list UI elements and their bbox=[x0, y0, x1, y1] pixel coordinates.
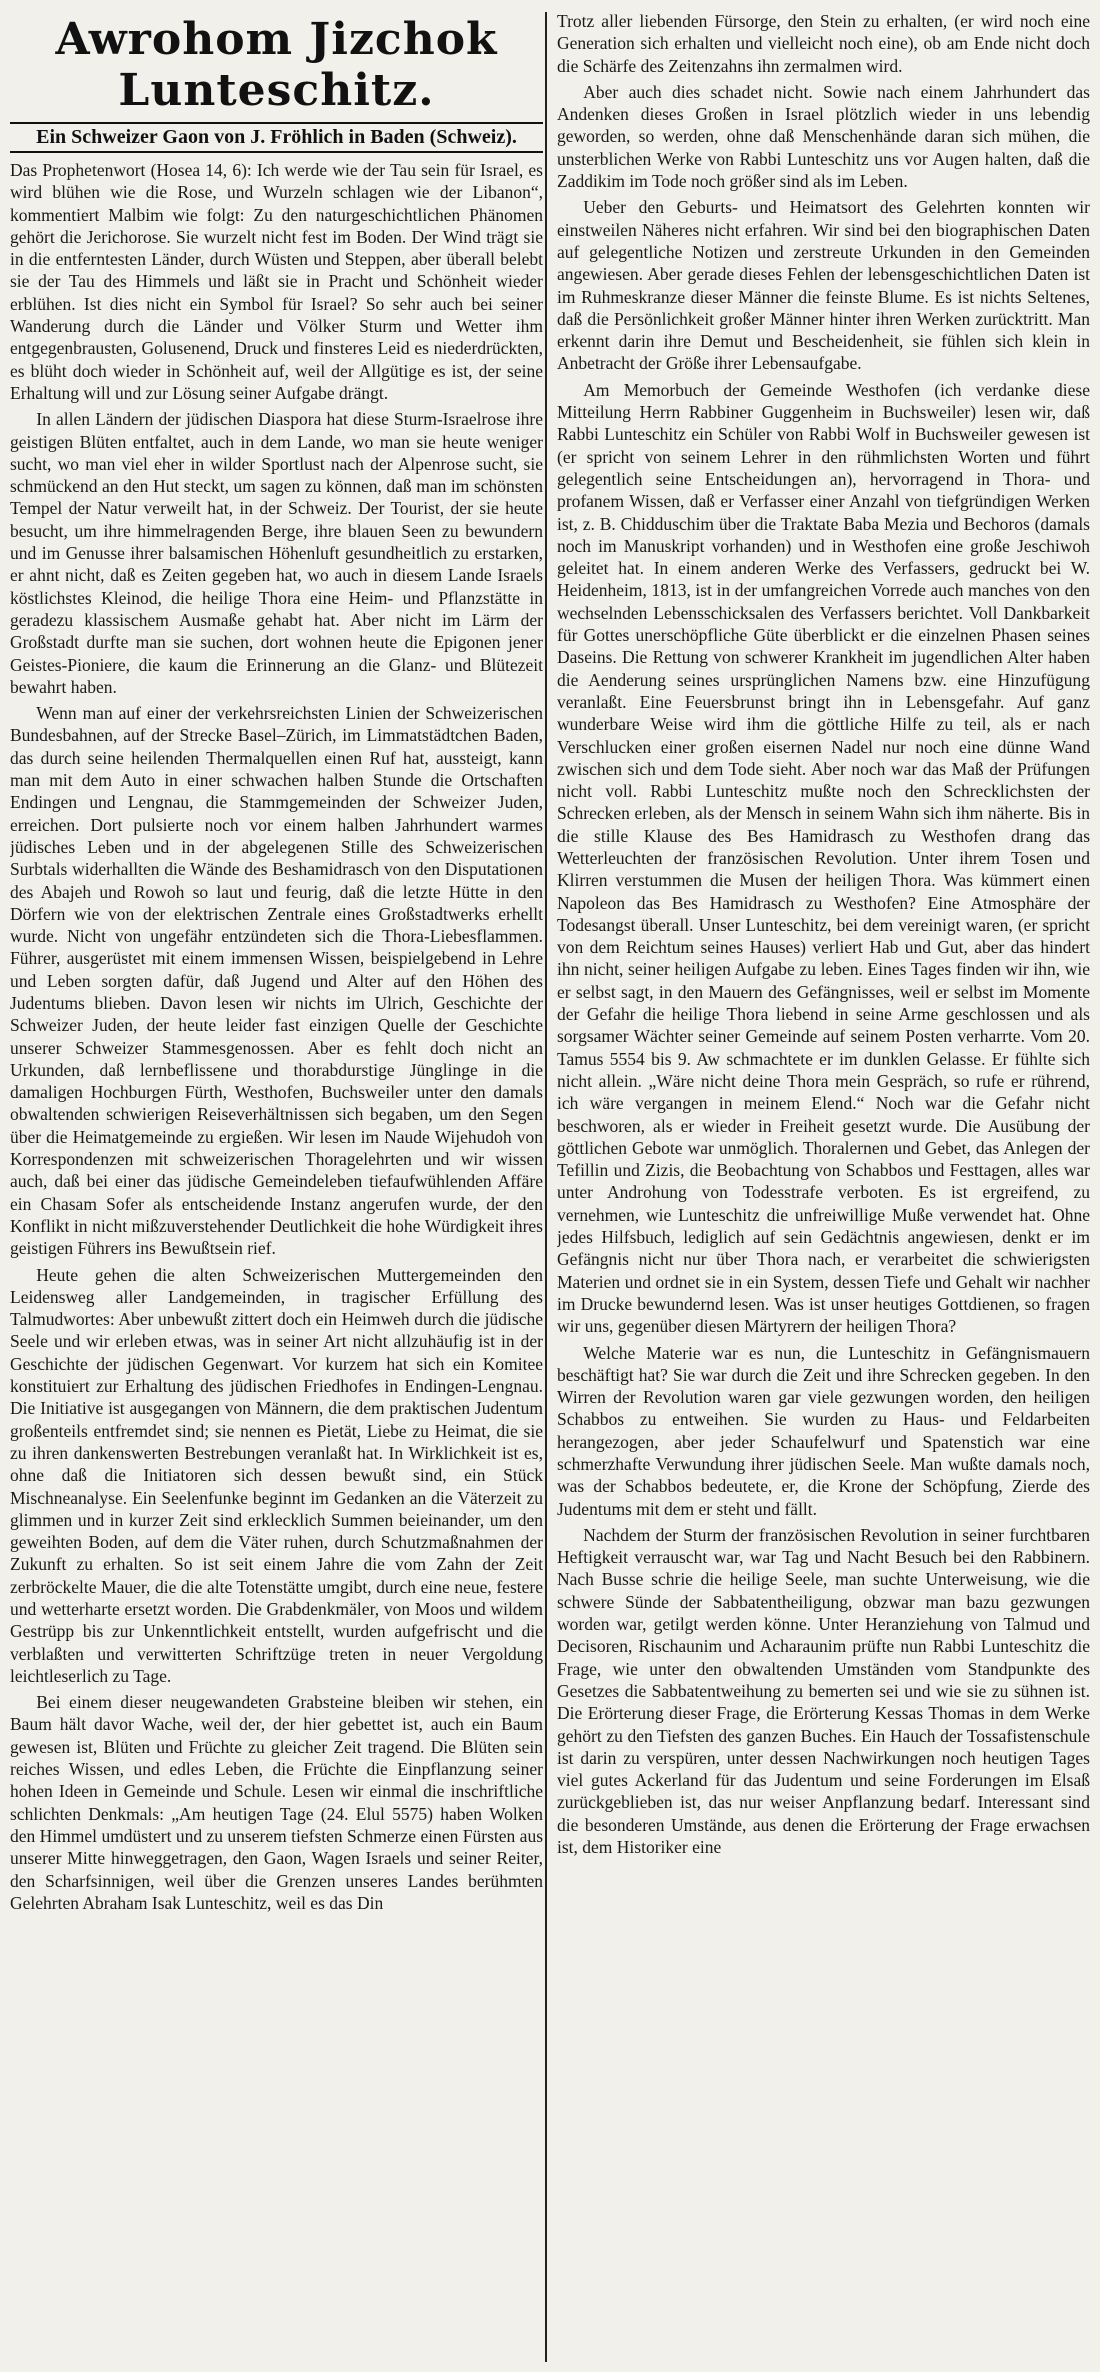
right-paragraph: Aber auch dies schadet nicht. Sowie nach einem Jahrhundert das Andenken dieses Großen in Israel plötzlich wieder in uns lebendig geworden, so werden, ohne daß Menschenhände daran sich mühen, die unsterblichen Werke von Rabbi Lunteschitz uns vor Augen halten, daß die Zaddikim im Tode noch größer sind als im Leben. bbox=[557, 81, 1090, 192]
column-divider bbox=[545, 12, 547, 2362]
left-paragraph: In allen Ländern der jüdischen Diaspora hat diese Sturm-Israelrose ihre geistigen Blüten entfaltet, auch in dem Lande, wo man sie heute weniger sucht, wo man viel eher in wilder Sportlust nach der Alpenrose sucht, sie schmückend an den Hut steckt, um sagen zu können, daß man im schönsten Tempel der Natur verweilt hat, in der Schweiz. Der Tourist, der sie heute besucht, um ihre himmelragenden Berge, ihre blauen Seen zu bewundern und im Genusse ihrer balsamischen Höhenluft gesundheitlich zu erstarken, er ahnt nicht, daß es Zeiten gegeben hat, wo auch in diesem Lande Israels köstlichstes Kleinod, die heilige Thora eine Heim- und Pflanzstätte in geradezu klassischem Ausmaße gehabt hat. Aber nicht im Lärm der Großstadt durfte man sie suchen, dort wohnen heute die Epigonen jener Geistes-Pioniere, die kaum die Erinnerung an die Glanz- und Blütezeit bewahrt haben. bbox=[10, 409, 543, 697]
left-paragraph: Wenn man auf einer der verkehrsreichsten Linien der Schweizerischen Bundesbahnen, auf der Strecke Basel–Zürich, im Limmatstädtchen Baden, das durch seine heilenden Thermalquellen einen Ruf hat, aussteigt, kann man mit dem Auto in einer schwachen halben Stunde die Ortschaften Endingen und Lengnau, die Stammgemeinden der Schweizer Juden, erreichen. Dort pulsierte noch vor einem halben Jahrhundert warmes jüdisches Leben und in der abgelegenen Stille des Schweizerischen Surbtals widerhallten die Wände des Beshamidrasch von den Disputationen des Abajeh und Rowoh so laut und feurig, daß die letzte Hütte in den Dörfern wie von der elektrischen Zentrale eines Großstadtwerks erhellt wurde. Nicht von ungefähr entzündeten sich die Thora-Liebesflammen. Führer, ausgerüstet mit einem immensen Wissen, beispielgebend in Lehre und Leben sorgten dafür, daß Jugend und Alter auf den Höhen des Judentums blieben. Davon lesen wir nichts im Ulrich, Geschichte der Schweizer Juden, der heute leider fast einzigen Quelle der Geschichte unserer Schweizer Stammesgenossen. Aber es fehlt doch nicht an Urkunden, daß lernbeflissene und thorabdurstige Jünglinge in die damaligen Hochburgen Fürth, Westhofen, Buchsweiler unter den damals obwaltenden schwierigen Reiseverhältnissen sich begaben, um den Segen über die Heimatgemeinde zu ergießen. Wir lesen im Naude Wijehudoh von Korrespondenzen mit schweizerischen Thoragelehrten und wir wissen auch, daß bei einer das jüdische Gemeindeleben tiefaufwühlenden Affäre ein Chasam Sofer als entscheidende Instanz angerufen wurde, der den Konflikt in nicht mißzuverstehender Deutlichkeit die hohe Würdigkeit ihres geistigen Führers ins Bewußtsein rief. bbox=[10, 703, 543, 1259]
right-paragraph: Ueber den Geburts- und Heimatsort des Gelehrten konnten wir einstweilen Näheres nicht erfahren. Wir sind bei den biographischen Daten auf gelegentliche Notizen und zerstreute Urkunden in den Gemeinden angewiesen. Aber gerade dieses Fehlen der lebensgeschichtlichen Daten ist im Ruhmeskranze dieser Männer die feinste Blume. Es ist nichts Seltenes, daß die Persönlichkeit großer Männer hinter ihren Werken zurücktritt. Man erkennt darin ihre Demut und Bescheidenheit, sie fühlen sich klein in Anbetracht der Größe ihrer Lebensaufgabe. bbox=[557, 197, 1090, 374]
article-subtitle: Ein Schweizer Gaon von J. Fröhlich in Baden (Schweiz). bbox=[10, 122, 543, 153]
right-paragraph: Welche Materie war es nun, die Lunteschitz in Gefängnismauern beschäftigt hat? Sie war durch die Zeit und ihre Schrecken gegeben. In den Wirren der Revolution waren gar viele gezwungen worden, den heiligen Schabbos zu entweihen. Sie wurden zu Haus- und Feldarbeiten herangezogen, aber jeder Schaufelwurf und Spatenstich war eine schmerzhafte Verwundung ihrer jüdischen Seele. Man wußte damals noch, was der Schabbos bedeutete, er, die Krone der Schöpfung, Zierde des Judentums mit dem er steht und fällt. bbox=[557, 1342, 1090, 1519]
left-column bbox=[10, 10, 543, 2364]
article-title: Awrohom Jizchok Lunteschitz. bbox=[55, 14, 498, 116]
right-paragraph: Am Memorbuch der Gemeinde Westhofen (ich verdanke diese Mitteilung Herrn Rabbiner Guggenheim in Buchsweiler) lesen wir, daß Rabbi Lunteschitz ein Schüler von Rabbi Wolf in Buchsweiler gewesen ist (er spricht von seinem Lehrer in den rühmlichsten Worten und führt gelegentlich seine Entscheidungen an), hervorragend in Thora- und profanem Wissen, daß er Verfasser einer Anzahl von tiefgründigen Werken ist, z. B. Chidduschim über die Traktate Baba Mezia und Bechoros (damals noch im Manuskript vorhanden) und in Westhofen eine große Jeschiwoh geleitet hat. In einem anderen Werke des Verfassers, gedruckt bei W. Heidenheim, 1813, ist in der umfangreichen Vorrede auch manches von den wechselnden Lebensschicksalen des Verfassers berichtet. Voll Dankbarkeit für Gottes unerschöpfliche Güte überblickt er die einzelnen Phasen seines Daseins. Die Rettung von schwerer Krankheit im jugendlichen Alter haben die Aenderung seines ursprünglichen Namens bzw. eine Hinzufügung veranlaßt. Eine Feuersbrunst bringt ihn in Lebensgefahr. Auf ganz wunderbare Weise wird ihm die göttliche Hilfe zu teil, als er nach Verschlucken einer großen eisernen Nadel nur noch eine dünne Wand zwischen sich und dem Tode sieht. Aber noch war das Maß der Prüfungen nicht voll. Rabbi Lunteschitz mußte noch den Schrecklichsten der Schrecken erleben, als der Mensch in seinem Wahn sich ihm näherte. Bis in die stille Klause des Bes Hamidrasch zu Westhofen drang das Wetterleuchten der französischen Revolution. Unter ihrem Tosen und Klirren verstummen die Musen der heiligen Thora. Was kümmert einen Napoleon das Bes Hamidrasch zu Westhofen? Eine Atmosphäre der Todesangst überall. Unser Lunteschitz, bei dem vereinigt waren, (er spricht von dem Reichtum seines Hauses) verliert Hab und Gut, aber das hindert ihn nicht, seiner heiligen Aufgabe zu leben. Eines Tages finden wir ihn, wie er selbst sagt, in den Mauern des Gefängnisses, weil er selbst im Momente der Gefahr die heilige Thora liebend in seine Arme geschlossen und als sorgsamer Wächter seiner Gemeinde auf seinem Posten verharrte. Vom 20. Tamus 5554 bis 9. Aw schmachtete er im dunklen Gelasse. Er fühlte sich nicht allein. „Wäre nicht deine Thora mein Gespräch, so rufe er rührend, ich wäre vergangen in meinem Elend.“ Noch war die Gefahr nicht beschworen, als er wieder in Freiheit gesetzt wurde. Die Ausübung der göttlichen Gebote war unmöglich. Thoralernen und Gebet, das Anlegen der Tefillin und Zizis, die Beobachtung von Schabbos und Festtagen, alles war unter Androhung von Todesstrafe verboten. Es ist ergreifend, zu vernehmen, wie Lunteschitz die unfreiwillige Muße verwendet hat. Ohne jedes Hilfsbuch, lediglich auf sein Gedächtnis angewiesen, denkt er im Gefängnis nicht nur über Thora nach, er verarbeitet die schwierigsten Materien und ordnet sie in ein System, dessen Tiefe und Gehalt wir nachher im Drucke bewundernd lesen. Was ist unser heutiges Gottdienen, so fragen wir uns, gegenüber diesen Märtyrern der heiligen Thora? bbox=[557, 379, 1090, 1337]
left-paragraph: Bei einem dieser neugewandeten Grabsteine bleiben wir stehen, ein Baum hält davor Wache, weil der, der hier gebettet ist, auch ein Baum gewesen ist, Blüten und Früchte zu gleicher Zeit tragend. Die Blüten sein reiches Wissen, und edles Leben, die Früchte die Einpflanzung seiner hohen Ideen in Gemeinde und Schule. Lesen wir einmal die inschriftliche schlichten Denkmals: „Am heutigen Tage (24. Elul 5575) haben Wolken den Himmel umdüstert und zu unserem tiefsten Schmerze einen Fürsten aus unserer Mitte hinweggetragen, den Gaon, Wagen Israels und seiner Reiter, den Scharfsinnigen, weil über die Grenzen unseres Landes berühmten Gelehrten Abraham Isak Lunteschitz, weil es das Din bbox=[10, 1692, 543, 1913]
left-paragraph: Heute gehen die alten Schweizerischen Muttergemeinden den Leidensweg aller Landgemeinden, in tragischer Erfüllung des Talmudwortes: Aber unbewußt zittert doch ein Heimweh durch die jüdische Seele und wir erleben etwas, was in seiner Art nicht allzuhäufig ist in der Geschichte der jüdischen Gegenwart. Vor kurzem hat sich ein Komitee konstituiert zur Erhaltung des jüdischen Friedhofes in Endingen-Lengnau. Die Initiative ist ausgegangen von Männern, die dem praktischen Judentum großenteils entfremdet sind; sie nennen es Pietät, Liebe zu Heimat, die sie zu ihren dankenswerten Bestrebungen veranlaßt hat. In Wirklichkeit ist es, ohne daß die Initiatoren sich dessen bewußt sind, ein Stück Mischneanalyse. Ein Seelenfunke beginnt im Gedanken an die Väterzeit zu glimmen und in kurzer Zeit sind erklecklich Summen beieinander, um den geweihten Boden, auf dem die Väter ruhen, durch Schutzmaßnahmen der Zukunft zu erhalten. So ist seit einem Jahre die vom Zahn der Zeit zerbröckelte Mauer, die die alte Totenstätte umgibt, durch eine neue, festere und wetterharte ersetzt worden. Die Grabdenkmäler, von Moos und wildem Gestrüpp bis zur Unkenntlichkeit entstellt, wurden aufgefrischt und die verblaßten und verwitterten Schriftzüge treten in neuer Vergoldung leichtleserlich zu Tage. bbox=[10, 1264, 543, 1686]
left-paragraph: Das Prophetenwort (Hosea 14, 6): Ich werde wie der Tau sein für Israel, es wird blühen wie die Rose, und Wurzeln schlagen wie der Libanon“, kommentiert Malbim wie folgt: Zu den naturgeschichtlichen Phänomen gehört die Jerichorose. Sie wurzelt nicht fest im Boden. Der Wind trägt sie in die entferntesten Länder, durch Wüsten und Steppen, aber überall belebt sie der Tau des Himmels und läßt sie in Pracht und Schönheit wieder erblühen. Ist dies nicht ein Symbol für Israel? So sehr auch bei seiner Wanderung durch die Länder und Völker Sturm und Wetter ihm entgegenbrausten, Golusenend, Druck und finsteres Leid es niederdrückten, es blüht doch wieder in Schönheit auf, weil der Allgütige es ist, der seine Erhaltung will und zur Lösung seiner Aufgabe drängt. bbox=[10, 160, 543, 403]
right-paragraph: Trotz aller liebenden Fürsorge, den Stein zu erhalten, (er wird noch eine Generation sich erhalten und vielleicht noch eine), ob am Ende nicht doch die Schärfe des Zeitenzahns ihn zermalmen wird. bbox=[557, 11, 1090, 76]
right-paragraph: Nachdem der Sturm der französischen Revolution in seiner furchtbaren Heftigkeit verrauscht war, war Tag und Nacht Besuch bei den Rabbinern. Nach Busse schrie die heilige Seele, man suchte Unterweisung, wie die schwere Sünde der Sabbatentheiligung, obzwar man bazu gezwungen worden war, getilgt werden könne. Unter Heranziehung von Talmud und Decisoren, Rischaunim und Acharaunim prüfte nun Rabbi Lunteschitz die Frage, wie unter den obwaltenden Umständen vom Standpunkte des Gesetzes die Sabbatentweihung zu bemerten sei und wie sie zu sühnen ist. Die Erörterung dieser Frage, die Erörterung Kessas Thomas in dem Werke gehört zu den Tiefsten des ganzen Buches. Ein Hauch der Tossafistenschule ist darin zu verspüren, unter dessen Nachwirkungen noch heutigen Tages viel gutes Ackerland für das Judentum und seine Forderungen im Elsaß zurückgeblieben ist, das nur weiser Anpflanzung bedarf. Interessant sind die besonderen Umstände, aus denen die Erörterung der Frage erwachsen ist, dem Historiker eine bbox=[557, 1524, 1090, 1858]
right-column bbox=[557, 10, 1090, 2364]
